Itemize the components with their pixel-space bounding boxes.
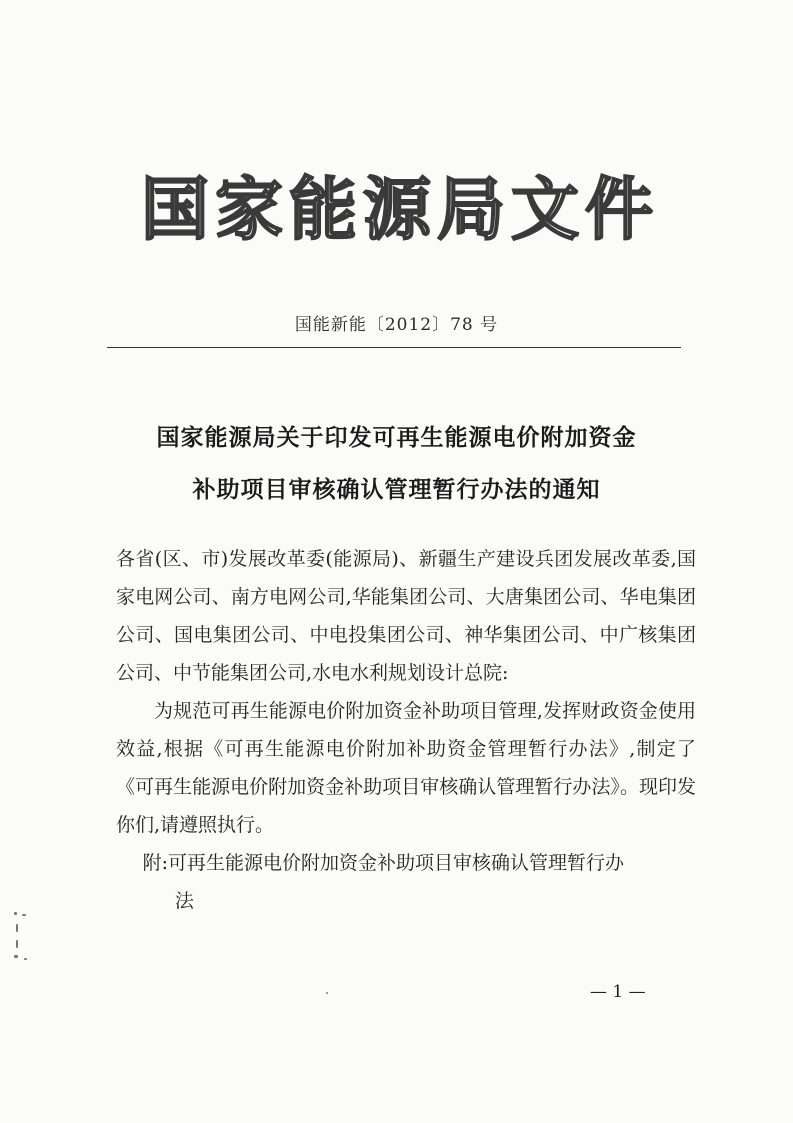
scan-speck bbox=[16, 940, 18, 948]
scan-speck bbox=[326, 992, 328, 994]
scan-speck bbox=[22, 914, 26, 916]
scan-speck bbox=[14, 912, 17, 915]
scan-speck bbox=[24, 958, 27, 960]
scan-speck bbox=[14, 955, 18, 958]
title-line-2: 补助项目审核确认管理暂行办法的通知 bbox=[192, 476, 601, 503]
letterhead: 国家能源局文件 bbox=[140, 170, 659, 250]
attachment-line-1: 附:可再生能源电价附加资金补助项目审核确认管理暂行办 bbox=[142, 852, 624, 874]
addressee-paragraph: 各省(区、市)发展改革委(能源局)、新疆生产建设兵团发展改革委,国家电网公司、南方电网公司,华能集团公司、大唐集团公司、华电集团公司、国电集团公司、中电投集团公司、神华集团公司、中广核集团公司、中节能集团公司,水电水利规划设计总院: bbox=[116, 548, 696, 684]
document-body bbox=[116, 540, 696, 920]
page-number: — 1 — bbox=[590, 982, 646, 1002]
document-title bbox=[0, 412, 793, 516]
main-paragraph: 为规范可再生能源电价附加资金补助项目管理,发挥财政资金使用效益,根据《可再生能源电价附加补助资金管理暂行办法》,制定了《可再生能源电价附加资金补助项目审核确认管理暂行办法》。现印发你们,请遵照执行。 bbox=[116, 700, 696, 836]
header-divider bbox=[107, 347, 681, 348]
document-number: 国能新能〔2012〕78 号 bbox=[294, 315, 499, 335]
scan-speck bbox=[16, 924, 18, 932]
attachment-line-2: 法 bbox=[174, 890, 194, 912]
title-line-1: 国家能源局关于印发可再生能源电价附加资金 bbox=[156, 424, 637, 451]
